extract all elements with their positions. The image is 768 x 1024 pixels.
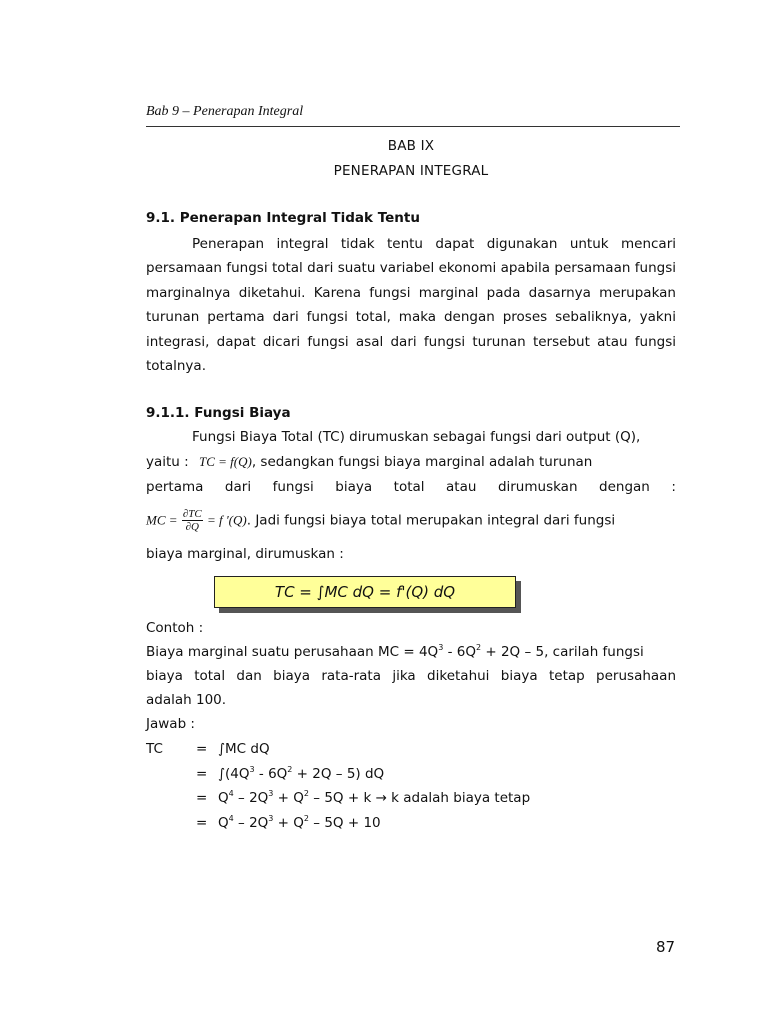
superscript: 3 (268, 789, 274, 798)
superscript: 3 (438, 643, 444, 652)
subsection-line-5: biaya marginal, dirumuskan : (146, 546, 344, 562)
word: dirumuskan (497, 479, 578, 495)
tc-formula-inline: TC = f(Q) (199, 454, 252, 469)
section-paragraph (146, 232, 676, 378)
calc-row-1 (146, 741, 270, 757)
example-label: Contoh : (146, 620, 204, 636)
calc-step: – 5Q + k → k adalah biaya tetap (309, 790, 531, 806)
answer-label: Jawab : (146, 716, 195, 732)
example-text: Biaya marginal suatu perusahaan MC = 4Q (146, 644, 439, 660)
superscript: 2 (287, 765, 293, 774)
subsection-line-2 (146, 454, 676, 470)
section-paragraph-text: Penerapan integral tidak tentu dapat digunakan untuk mencari persamaan fungsi total dari suatu variabel ekonomi apabila persamaan fungsi marginalnya diketahui. Karena fungsi marginal pada dasarnya merupakan turunan pertama dari fungsi total, maka dengan proses sebaliknya, yakni integrasi, dapat dicari fungsi asal dari fungsi turunan tersebut atau fungsi totalnya. (146, 236, 676, 375)
mc-formula-rhs: = f '(Q) (207, 512, 247, 528)
example-text: - 6Q (443, 644, 476, 660)
calc-step: ∫(4Q (218, 766, 250, 782)
example-line-1 (146, 644, 644, 660)
example-line-2 (146, 668, 676, 684)
word: pertama (146, 479, 204, 495)
subsection-heading: 9.1.1. Fungsi Biaya (146, 405, 291, 421)
example-text: biaya total dan biaya rata-rata jika diketahui biaya tetap perusahaan (146, 668, 676, 684)
line2-start: yaitu : (146, 454, 189, 470)
line4-end: . Jadi fungsi biaya total merupakan integral dari fungsi (246, 512, 616, 529)
calc-row-2 (146, 766, 384, 782)
subsection-line-1: Fungsi Biaya Total (TC) dirumuskan sebagai fungsi dari output (Q), (192, 429, 641, 445)
calc-step: Q (218, 790, 229, 806)
superscript: 4 (228, 789, 234, 798)
chapter-title: PENERAPAN INTEGRAL (333, 163, 489, 179)
header-rule (146, 126, 680, 127)
mc-formula-lhs: MC = (146, 512, 178, 528)
subsection-line-4 (146, 508, 615, 533)
superscript: 4 (228, 814, 234, 823)
mc-fraction (182, 508, 203, 533)
superscript: 3 (268, 814, 274, 823)
calc-step: – 2Q (233, 790, 269, 806)
superscript: 2 (303, 814, 310, 823)
word: : (671, 479, 676, 495)
running-header: Bab 9 – Penerapan Integral (146, 104, 304, 119)
calc-step: – 5Q + 10 (309, 815, 381, 831)
calc-row-4 (146, 815, 381, 831)
calc-eq: = (196, 741, 208, 757)
example-text: + 2Q – 5, carilah fungsi (481, 644, 644, 660)
calc-step: + 2Q – 5) dQ (292, 766, 385, 782)
calc-step: + Q (273, 790, 304, 806)
word: total (393, 479, 425, 495)
calc-eq: = (196, 790, 208, 806)
word: fungsi (272, 479, 314, 495)
chapter-number: BAB IX (387, 138, 435, 154)
calc-step: Q (218, 815, 229, 831)
word: biaya (335, 479, 373, 495)
calc-lhs: TC (146, 741, 163, 757)
calc-step: – 2Q (233, 815, 269, 831)
calc-row-3 (146, 790, 530, 806)
word: dari (224, 479, 252, 495)
calc-step: ∫MC dQ (218, 741, 270, 757)
boxed-formula: TC = ∫MC dQ = f'(Q) dQ (214, 576, 516, 608)
section-heading: 9.1. Penerapan Integral Tidak Tentu (146, 210, 420, 226)
calc-eq: = (196, 815, 208, 831)
example-line-3: adalah 100. (146, 692, 227, 708)
word: dengan (599, 479, 650, 495)
superscript: 3 (249, 765, 255, 774)
subsection-line-3 (146, 479, 676, 495)
word: atau (446, 479, 477, 495)
line2-end: , sedangkan fungsi biaya marginal adalah turunan (251, 454, 593, 470)
calc-eq: = (196, 766, 208, 782)
calc-step: + Q (273, 815, 304, 831)
page-number: 87 (656, 938, 676, 956)
superscript: 2 (475, 643, 482, 652)
mc-fraction-denominator: ∂Q (185, 521, 199, 533)
calc-step: - 6Q (254, 766, 288, 782)
superscript: 2 (303, 789, 310, 798)
mc-fraction-numerator: ∂TC (182, 508, 202, 520)
